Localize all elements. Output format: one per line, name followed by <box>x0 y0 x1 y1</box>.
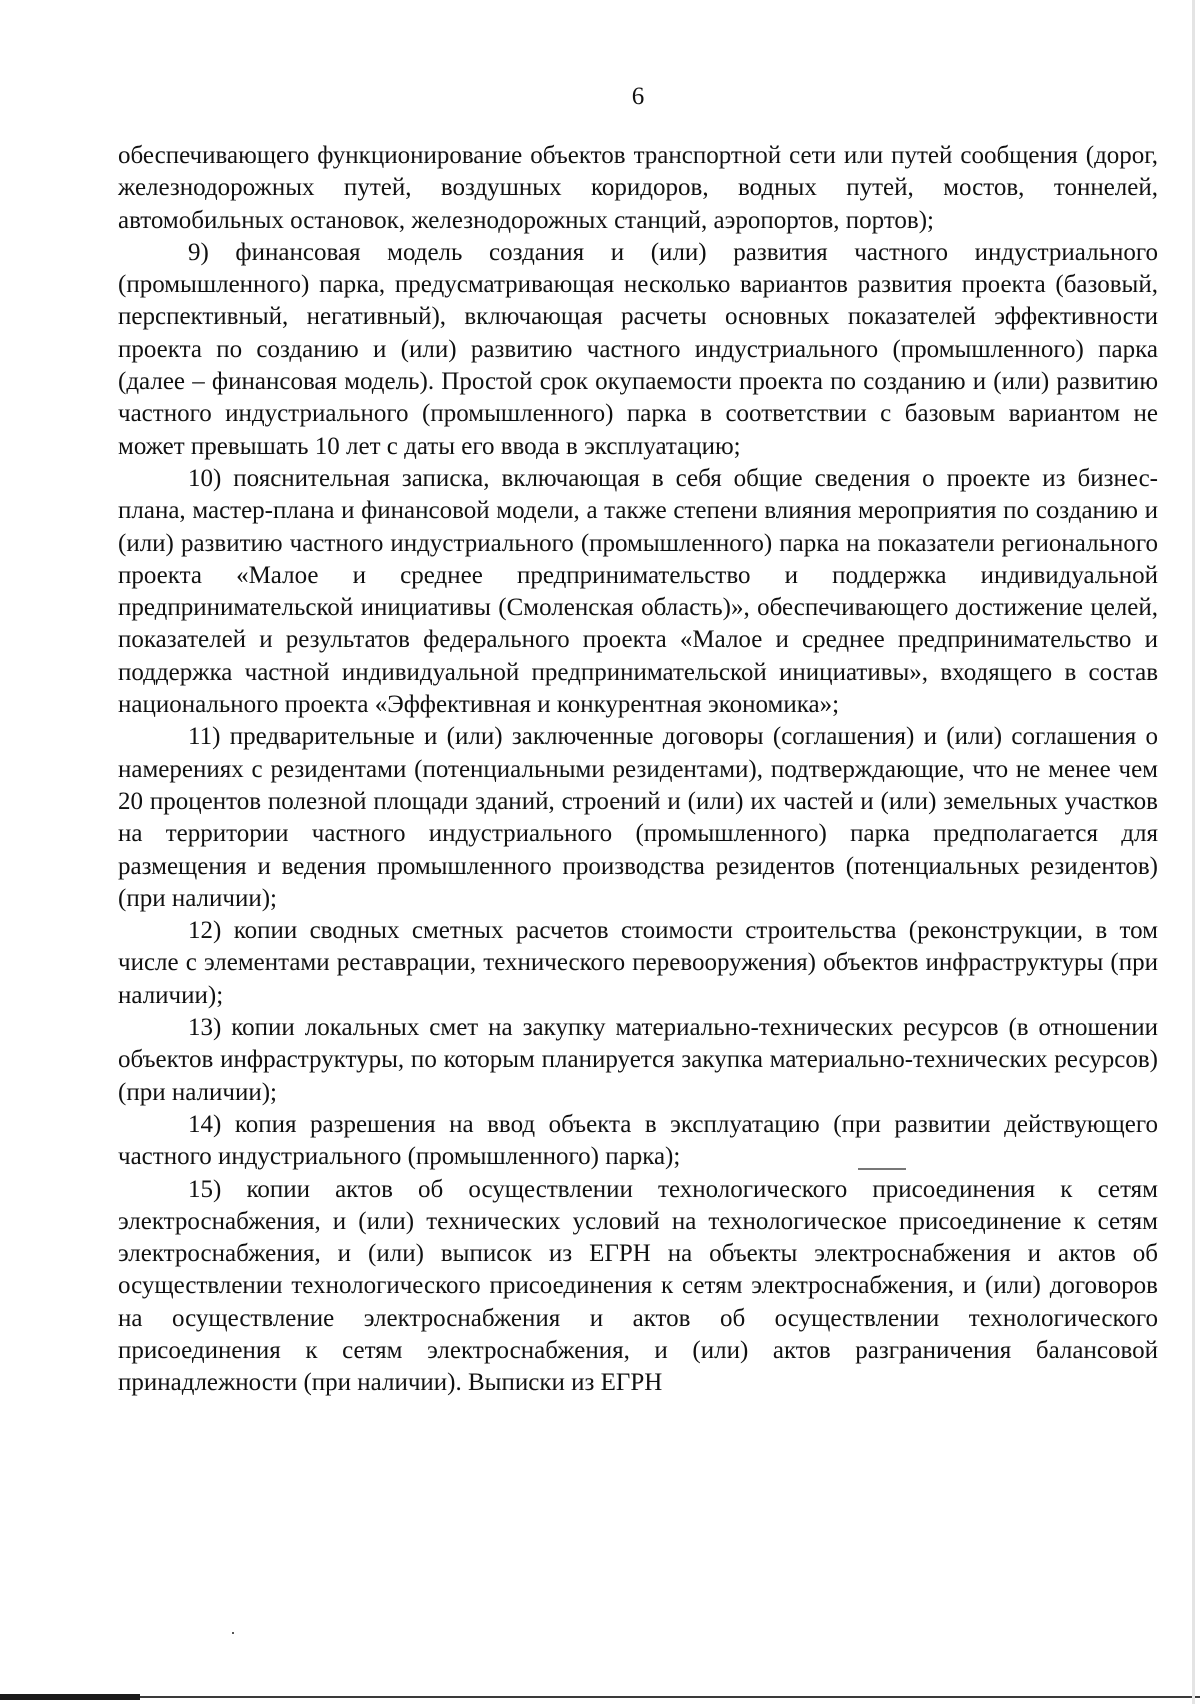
paragraph-item-12: 12) копии сводных сметных расчетов стоимости строительства (реконструкции, в том числе с элементами реставрации, технического перевооружения) объектов инфраструктуры (при наличии); <box>118 917 1158 1009</box>
page-number: 6 <box>631 83 645 110</box>
paragraph-continuation: обеспечивающего функционирование объектов транспортной сети или путей сообщения (дорог, железнодорожных путей, воздушных коридоров, водных путей, мостов, тоннелей, автомобильных остановок, железнодорожных станций, аэропортов, портов); <box>118 142 1158 234</box>
paragraph-item-15: 15) копии актов об осуществлении технологического присоединения к сетям электроснабжения, и (или) технических условий на технологическое присоединение к сетям электроснабжения, и (или) выписок из ЕГРН на объекты электроснабжения и актов об осуществлении технологического присоединения к сетям электроснабжения, и (или) договоров на осуществление электроснабжения и актов об осуществлении технологического присоединения к сетям электроснабжения, и (или) актов разграничения балансовой принадлежности (при наличии). Выписки из ЕГРН <box>118 1175 1158 1397</box>
paragraph-item-9: 9) финансовая модель создания и (или) развития частного индустриального (промышленного) парка, предусматривающая несколько вариантов развития проекта (базовый, перспективный, негативный), включающая расчеты основных показателей эффективности проекта по созданию и (или) развитию частного индустриального (промышленного) парка (далее – финансовая модель). Простой срок окупаемости проекта по созданию и (или) развитию частного индустриального (промышленного) парка в соответствии с базовым вариантом не может превышать 10 лет с даты его ввода в эксплуатацию; <box>118 238 1158 460</box>
paragraph-item-14: 14) копия разрешения на ввод объекта в эксплуатацию (при развитии действующего частного индустриального (промышленного) парка); <box>118 1110 1158 1171</box>
scan-dot <box>232 1632 234 1634</box>
scan-edge-right <box>1192 0 1195 1704</box>
paragraph-item-13: 13) копии локальных смет на закупку материально-технических ресурсов (в отношении объектов инфраструктуры, по которым планируется закупка материально-технических ресурсов) (при наличии); <box>118 1014 1158 1106</box>
scan-smudge <box>858 1168 906 1170</box>
paragraph-item-10: 10) пояснительная записка, включающая в себя общие сведения о проекте из бизнес-плана, мастер-плана и финансовой модели, а также степени влияния мероприятия по созданию и (или) развитию частного индустриального (промышленного) парка на показатели регионального проекта «Малое и среднее предпринимательство и поддержка индивидуальной предпринимательской инициативы (Смоленская область)», обеспечивающего достижение целей, показателей и результатов федерального проекта «Малое и среднее предпринимательство и поддержка частной индивидуальной предпринимательской инициативы», входящего в состав национального проекта «Эффективная и конкурентная экономика»; <box>118 464 1158 719</box>
scan-edge-bottom-left <box>0 1694 140 1700</box>
scan-edge-bottom <box>140 1696 1200 1698</box>
document-body <box>118 140 1158 1400</box>
paragraph-item-11: 11) предварительные и (или) заключенные договоры (соглашения) и (или) соглашения о намерениях с резидентами (потенциальными резидентами), подтверждающие, что не менее чем 20 процентов полезной площади зданий, строений и (или) их частей и (или) земельных участков на территории частного индустриального (промышленного) парка предполагается для размещения и ведения промышленного производства резидентов (потенциальных резидентов) (при наличии); <box>118 723 1158 912</box>
